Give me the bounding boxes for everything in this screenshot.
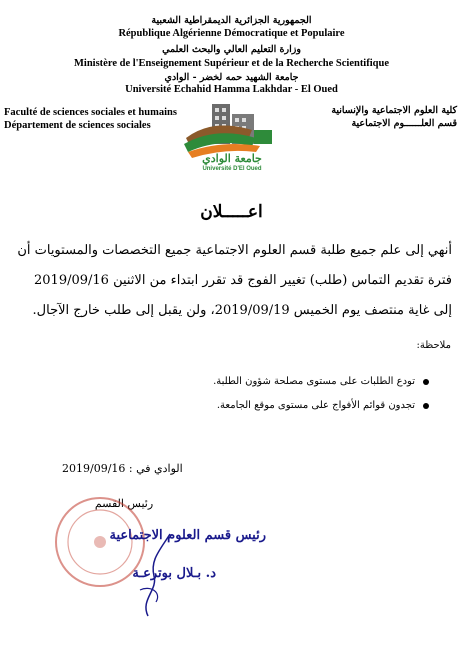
announcement-line: أنهي إلى علم جميع طلبة قسم العلوم الاجتماعية جميع التخصصات والمستويات أن xyxy=(17,243,452,258)
header-fr-university: Université Echahid Hamma Lakhdar - El Oued xyxy=(125,84,338,95)
university-logo xyxy=(182,100,282,178)
header-fr-republic: République Algérienne Démocratique et Populaire xyxy=(118,28,345,39)
note-text: تودع الطلبات على مستوى مصلحة شؤون الطلبة. xyxy=(213,376,415,387)
signature-role: رئيس القسم xyxy=(94,497,154,510)
logo-fr-text: Université D'El Oued xyxy=(202,166,262,172)
faculty-block-fr xyxy=(4,106,204,132)
place-date: الوادي في : 2019/09/16 xyxy=(62,462,183,475)
stamp-title: رئيس قسم العلوم الاجتماعية xyxy=(109,528,266,543)
faculty-name-ar: كلية العلوم الاجتماعية والإنسانية xyxy=(331,105,457,116)
announcement-body xyxy=(12,236,452,326)
department-name-fr: Département de sciences sociales xyxy=(4,120,151,131)
announcement-line: فترة تقديم التماس (طلب) تغيير الفوج قد تقرر ابتداء من الاثنين 2019/09/16 xyxy=(34,273,452,288)
header-ar-ministry: وزارة التعليم العالي والبحث العلمي xyxy=(162,44,301,55)
announcement-line: إلى غاية منتصف يوم الخميس 2019/09/19، ولن يقبل إلى طلب خارج الآجال. xyxy=(32,303,452,318)
bullet-icon xyxy=(423,379,429,385)
bullet-icon xyxy=(423,403,429,409)
faculty-block-ar xyxy=(307,104,457,130)
note-item xyxy=(129,376,429,387)
logo-ar-text: جامعة الوادي xyxy=(202,152,262,165)
note-text: تجدون قوائم الأفواج على مستوى موقع الجامعة. xyxy=(216,400,415,411)
note-item xyxy=(129,400,429,411)
department-name-ar: قسم العلــــــوم الاجتماعية xyxy=(351,118,457,129)
header-fr-ministry: Ministère de l'Enseignement Supérieur et de la Recherche Scientifique xyxy=(74,58,389,69)
announcement-title: اعـــــلان xyxy=(200,202,263,222)
header-ar-republic: الجمهورية الجزائرية الديمقراطية الشعبية xyxy=(151,15,312,26)
header-ar-university: جامعة الشهيد حمه لخضر - الوادي xyxy=(164,72,299,83)
stamp-name: د. بـلال بوترعـة xyxy=(132,566,216,581)
notes-label: ملاحظة: xyxy=(416,340,451,351)
faculty-name-fr: Faculté de sciences sociales et humains xyxy=(4,107,177,118)
